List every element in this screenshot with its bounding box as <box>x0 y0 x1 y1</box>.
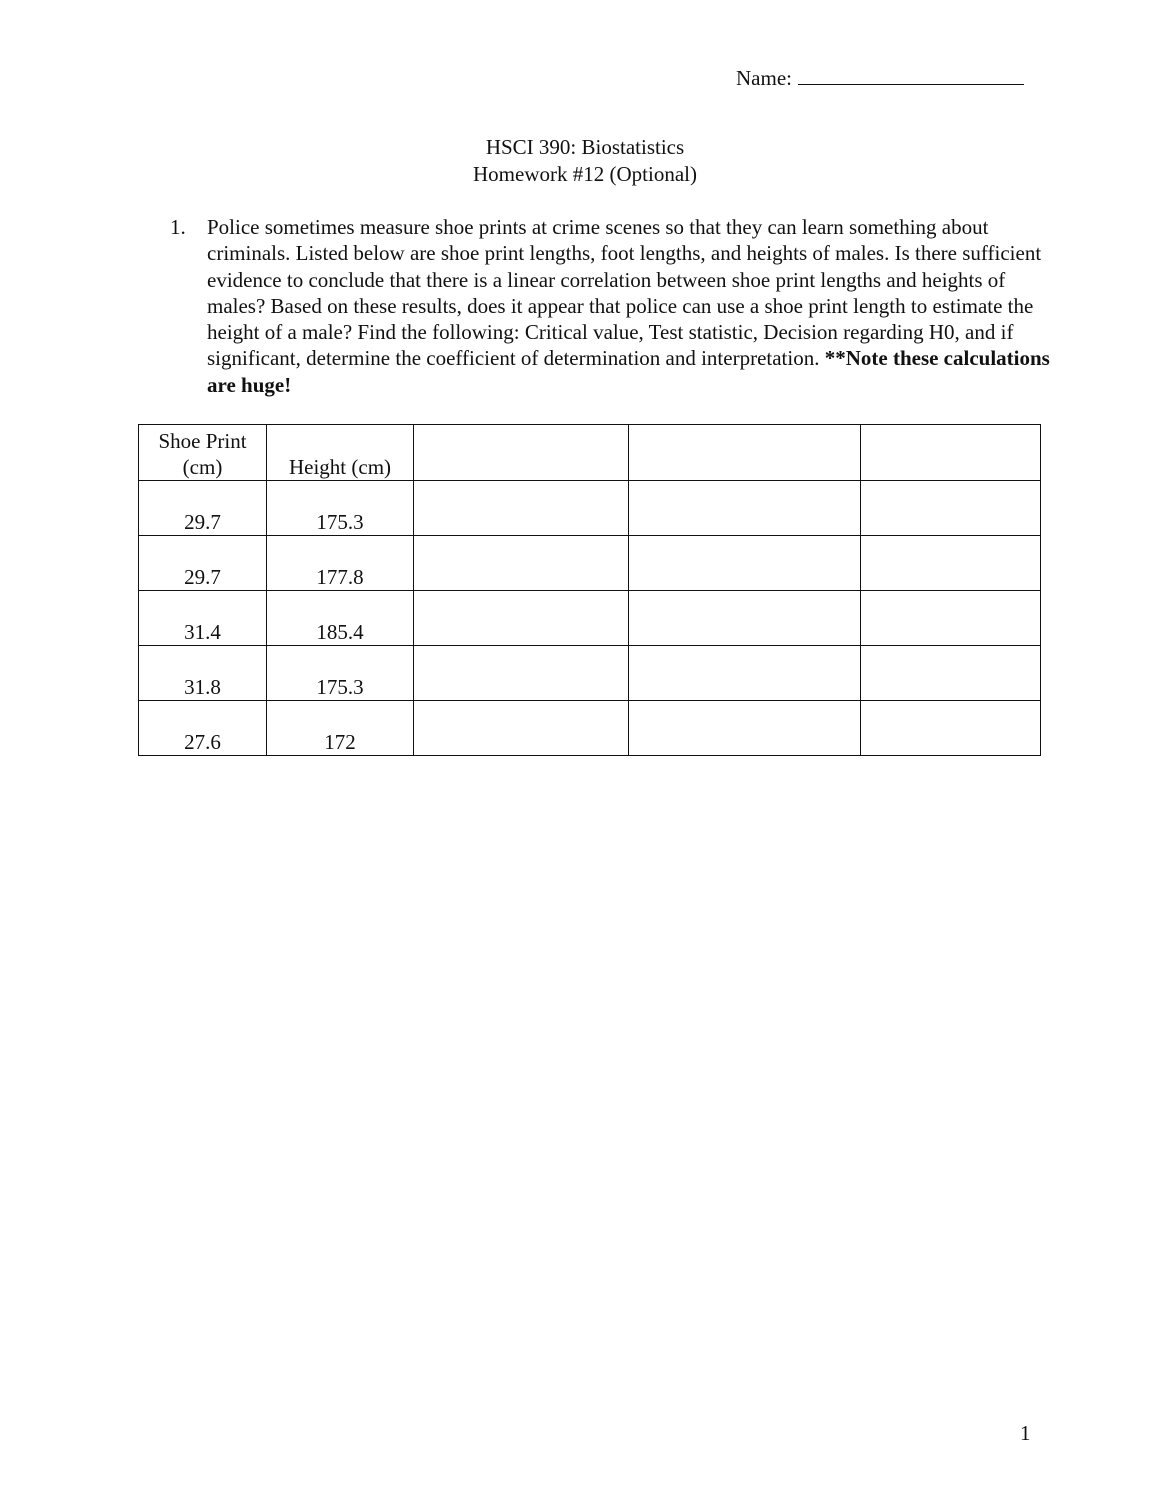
header-cell-empty[interactable] <box>861 425 1041 481</box>
table-row <box>139 591 1041 646</box>
document-header <box>0 134 1170 188</box>
cell-blank[interactable] <box>861 646 1041 701</box>
cell-shoe-print: 31.8 <box>139 646 267 701</box>
cell-blank[interactable] <box>629 701 861 756</box>
cell-blank[interactable] <box>629 646 861 701</box>
cell-blank[interactable] <box>414 701 629 756</box>
table-row <box>139 536 1041 591</box>
question-body: Police sometimes measure shoe prints at crime scenes so that they can learn something about criminals. Listed below are shoe print lengths, foot lengths, and heights of males. Is there sufficient evidence to conclude that there is a linear correlation between shoe print lengths and heights of males? Based on these results, does it appear that police can use a shoe print length to estimate the height of a male? Find the following: Critical value, Test statistic, Decision regarding H0, and if significant, determine the coefficient of determination and interpretation. <box>207 215 1042 371</box>
cell-blank[interactable] <box>861 481 1041 536</box>
assignment-title: Homework #12 (Optional) <box>473 162 697 186</box>
header-cell-empty[interactable] <box>414 425 629 481</box>
header-cell-shoe-print: Shoe Print (cm) <box>139 425 267 481</box>
cell-shoe-print: 31.4 <box>139 591 267 646</box>
question-note: **Note these calculations are huge! <box>207 346 1050 397</box>
cell-height: 177.8 <box>267 536 414 591</box>
cell-height: 185.4 <box>267 591 414 646</box>
cell-blank[interactable] <box>414 591 629 646</box>
cell-blank[interactable] <box>414 481 629 536</box>
cell-blank[interactable] <box>861 536 1041 591</box>
header-cell-empty[interactable] <box>629 425 861 481</box>
table-header-row <box>139 425 1041 481</box>
question-1 <box>170 214 1050 398</box>
cell-height: 175.3 <box>267 481 414 536</box>
cell-blank[interactable] <box>629 591 861 646</box>
cell-blank[interactable] <box>861 701 1041 756</box>
cell-blank[interactable] <box>414 646 629 701</box>
table-row <box>139 701 1041 756</box>
table-row <box>139 646 1041 701</box>
cell-blank[interactable] <box>861 591 1041 646</box>
cell-shoe-print: 27.6 <box>139 701 267 756</box>
table-row <box>139 481 1041 536</box>
name-blank-line[interactable] <box>798 64 1024 85</box>
cell-blank[interactable] <box>414 536 629 591</box>
course-title: HSCI 390: Biostatistics <box>485 135 685 159</box>
cell-height: 172 <box>267 701 414 756</box>
cell-shoe-print: 29.7 <box>139 481 267 536</box>
cell-shoe-print: 29.7 <box>139 536 267 591</box>
cell-height: 175.3 <box>267 646 414 701</box>
data-table <box>138 424 1041 756</box>
header-cell-height: Height (cm) <box>267 425 414 481</box>
name-label: Name: <box>736 66 792 90</box>
cell-blank[interactable] <box>629 536 861 591</box>
page-number: 1 <box>1020 1421 1031 1445</box>
name-field <box>736 64 1024 92</box>
question-text <box>207 214 1050 398</box>
question-number: 1. <box>170 215 186 239</box>
cell-blank[interactable] <box>629 481 861 536</box>
